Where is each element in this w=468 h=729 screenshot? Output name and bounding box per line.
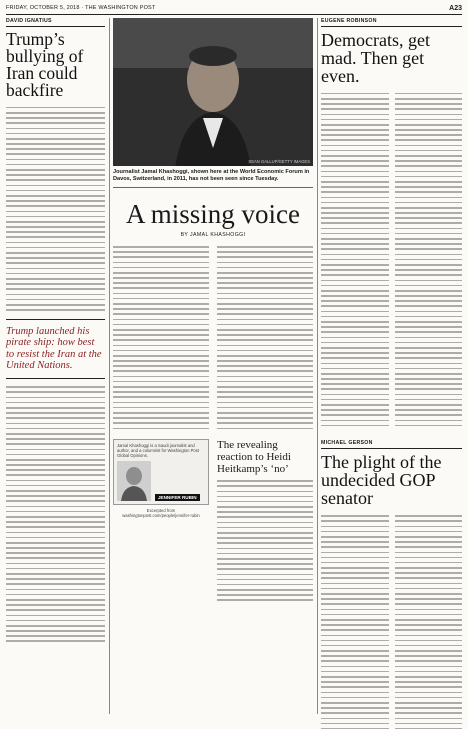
author-bio-card xyxy=(113,439,209,505)
subarticle xyxy=(217,439,313,601)
article-headline: The plight of the undecided GOP senator xyxy=(321,452,442,509)
article-body-lines xyxy=(321,93,389,427)
pull-quote: Trump launched his pirate ship: how best to resist the Iran at the United Nations. xyxy=(6,325,102,371)
divider xyxy=(321,26,462,27)
khashoggi-photo xyxy=(113,18,313,166)
divider xyxy=(113,187,313,188)
article-body-lines xyxy=(217,480,313,601)
page-number: A23 xyxy=(449,4,462,12)
page-header xyxy=(6,2,462,15)
columnist-name: EUGENE ROBINSON xyxy=(321,18,377,24)
lower-center xyxy=(113,439,313,601)
column-rule-right xyxy=(317,18,318,714)
subarticle-headline: The revealing reaction to Heidi Heitkamp’s ‘no’ xyxy=(217,439,291,476)
divider xyxy=(6,319,105,320)
column-rule-left xyxy=(109,18,110,714)
photo-caption: Journalist Jamal Khashoggi, shown here at the World Economic Forum in Davos, Switzerland, in 2011, has not been seen since Tuesday. xyxy=(113,169,310,182)
divider xyxy=(321,448,462,449)
article-body-lines xyxy=(217,246,313,429)
article-body xyxy=(321,93,462,427)
article-body-lines xyxy=(395,515,463,729)
article-body-lines xyxy=(395,93,463,427)
author-name-label: JENNIFER RUBIN xyxy=(155,494,200,501)
portrait-image xyxy=(113,18,313,166)
author-box xyxy=(113,439,209,601)
author-portrait xyxy=(117,461,151,501)
center-column xyxy=(113,18,313,601)
divider xyxy=(6,378,105,379)
author-bio: Jamal Khashoggi is a Saudi journalist and author, and a columnist for Washington Post Global Opinions. xyxy=(117,443,200,459)
right-column xyxy=(321,18,462,729)
page-dateline: FRIDAY, OCTOBER 5, 2018 · THE WASHINGTON POST xyxy=(6,5,156,11)
article-body xyxy=(321,515,462,729)
article-headline: Democrats, get mad. Then get even. xyxy=(321,29,430,86)
photo-credit: SEAN GALLUP/GETTY IMAGES xyxy=(248,159,310,164)
byline: BY JAMAL KHASHOGGI xyxy=(180,231,246,238)
divider xyxy=(6,26,105,27)
article-body-lines xyxy=(113,246,209,429)
columnist-name: DAVID IGNATIUS xyxy=(6,18,52,24)
left-column xyxy=(6,18,105,642)
article-body-lines xyxy=(6,386,105,642)
article-headline: A missing voice xyxy=(126,198,300,229)
excerpt-note: Excerpted from washingtonpost.com/people/jennifer-rubin xyxy=(122,508,200,519)
article-headline: Trump’s bullying of Iran could backfire xyxy=(6,28,84,100)
columnist-name: MICHAEL GERSON xyxy=(321,440,373,447)
article-body-lines xyxy=(6,107,105,311)
article-body xyxy=(113,246,313,429)
article-body-lines xyxy=(321,515,389,729)
